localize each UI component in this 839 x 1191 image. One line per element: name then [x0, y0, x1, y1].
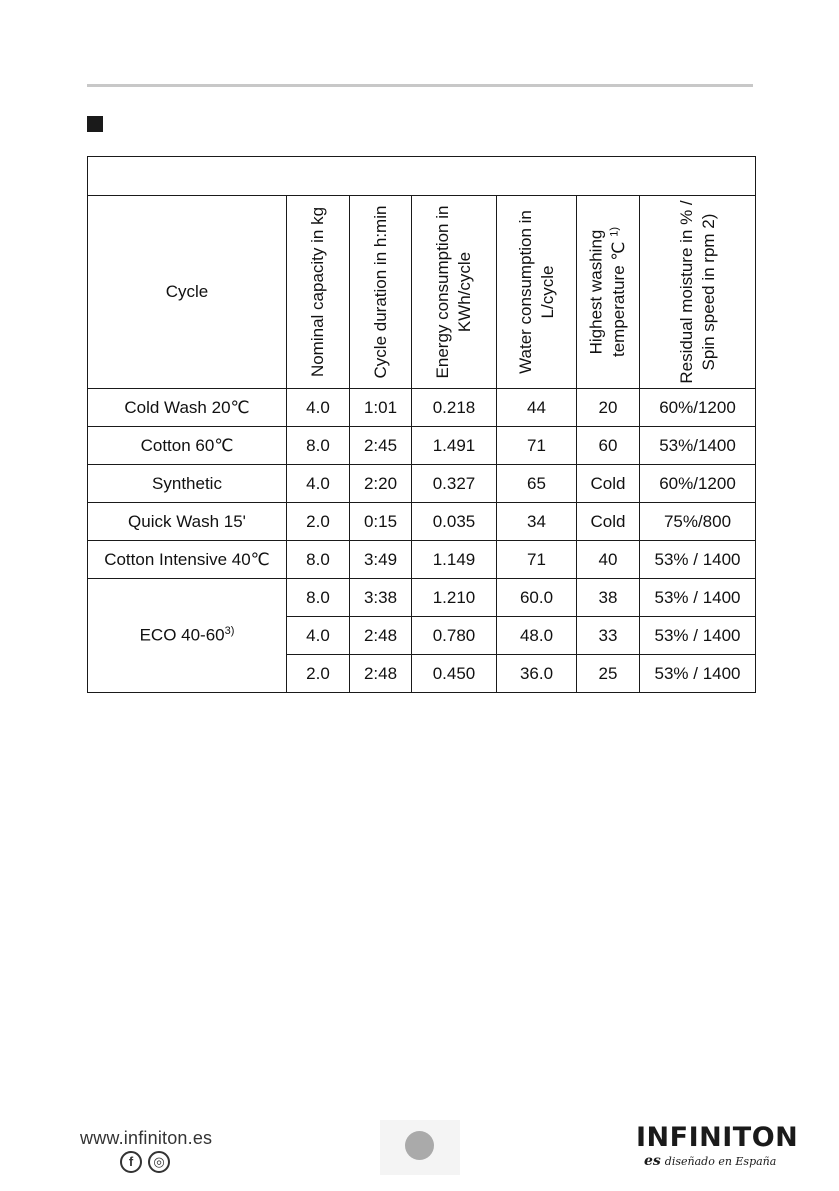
cell-temperature: Cold	[577, 465, 640, 503]
cell-water: 36.0	[497, 655, 577, 693]
cell-cycle-eco: ECO 40-60$^{3)}$	[88, 579, 287, 693]
cell-energy: 0.450	[412, 655, 497, 693]
cell-water: 44	[497, 389, 577, 427]
table-row-eco	[88, 579, 756, 617]
table-header-row	[88, 196, 756, 389]
cell-energy: 0.780	[412, 617, 497, 655]
cell-water: 48.0	[497, 617, 577, 655]
header-energy: Energy consumption in KWh/cycle	[412, 196, 497, 389]
cell-water: 34	[497, 503, 577, 541]
brand-logo: INFINITON	[636, 1122, 799, 1153]
cell-temperature: 20	[577, 389, 640, 427]
cell-temperature: 25	[577, 655, 640, 693]
cell-moisture: 75%/800	[640, 503, 756, 541]
cell-duration: 0:15	[350, 503, 412, 541]
cell-energy: 1.210	[412, 579, 497, 617]
header-capacity: Nominal capacity in kg	[287, 196, 350, 389]
cell-moisture: 60%/1200	[640, 389, 756, 427]
cell-temperature: Cold	[577, 503, 640, 541]
cell-duration: 3:38	[350, 579, 412, 617]
table-row	[88, 427, 756, 465]
cell-energy: 1.491	[412, 427, 497, 465]
cell-capacity: 2.0	[287, 503, 350, 541]
cell-cycle: Cotton Intensive 40℃	[88, 541, 287, 579]
cell-water: 71	[497, 427, 577, 465]
cell-moisture: 53% / 1400	[640, 655, 756, 693]
table-row	[88, 465, 756, 503]
cell-energy: 1.149	[412, 541, 497, 579]
instagram-icon[interactable]: ◎	[148, 1151, 170, 1173]
cell-moisture: 60%/1200	[640, 465, 756, 503]
cell-temperature: 60	[577, 427, 640, 465]
cell-cycle: Quick Wash 15'	[88, 503, 287, 541]
brand-tagline: es diseñado en España	[644, 1153, 777, 1169]
header-cycle: Cycle	[88, 196, 287, 389]
cell-cycle: Cotton 60℃	[88, 427, 287, 465]
cell-energy: 0.218	[412, 389, 497, 427]
cell-cycle: Cold Wash 20℃	[88, 389, 287, 427]
table-row	[88, 503, 756, 541]
section-bullet	[87, 116, 103, 132]
table-caption-cell	[88, 157, 756, 196]
cell-capacity: 4.0	[287, 617, 350, 655]
cell-temperature: 40	[577, 541, 640, 579]
header-temperature: Highest washing temperature ℃ $^{1)}$	[577, 196, 640, 389]
cell-capacity: 4.0	[287, 389, 350, 427]
top-divider	[87, 84, 753, 87]
cell-moisture: 53% / 1400	[640, 617, 756, 655]
header-duration: Cycle duration in h:min	[350, 196, 412, 389]
cell-duration: 3:49	[350, 541, 412, 579]
cell-energy: 0.035	[412, 503, 497, 541]
table-row	[88, 541, 756, 579]
cell-capacity: 2.0	[287, 655, 350, 693]
page-number-badge	[405, 1131, 434, 1160]
program-data-table	[87, 156, 756, 693]
cell-moisture: 53% / 1400	[640, 579, 756, 617]
cell-duration: 2:45	[350, 427, 412, 465]
cell-capacity: 8.0	[287, 427, 350, 465]
table-row	[88, 389, 756, 427]
cell-duration: 2:20	[350, 465, 412, 503]
cell-temperature: 33	[577, 617, 640, 655]
header-moisture: Residual moisture in % / Spin speed in rpm 2)	[640, 196, 756, 389]
cell-moisture: 53% / 1400	[640, 541, 756, 579]
cell-capacity: 4.0	[287, 465, 350, 503]
cell-water: 71	[497, 541, 577, 579]
cell-cycle: Synthetic	[88, 465, 287, 503]
cell-duration: 1:01	[350, 389, 412, 427]
cell-capacity: 8.0	[287, 579, 350, 617]
cell-water: 60.0	[497, 579, 577, 617]
cell-temperature: 38	[577, 579, 640, 617]
cell-duration: 2:48	[350, 655, 412, 693]
table-caption-row	[88, 157, 756, 196]
cell-duration: 2:48	[350, 617, 412, 655]
cell-energy: 0.327	[412, 465, 497, 503]
cell-water: 65	[497, 465, 577, 503]
header-water: Water consumption in L/cycle	[497, 196, 577, 389]
cell-moisture: 53%/1400	[640, 427, 756, 465]
cell-capacity: 8.0	[287, 541, 350, 579]
facebook-icon[interactable]: f	[120, 1151, 142, 1173]
website-link[interactable]: www.infiniton.es	[80, 1128, 213, 1148]
